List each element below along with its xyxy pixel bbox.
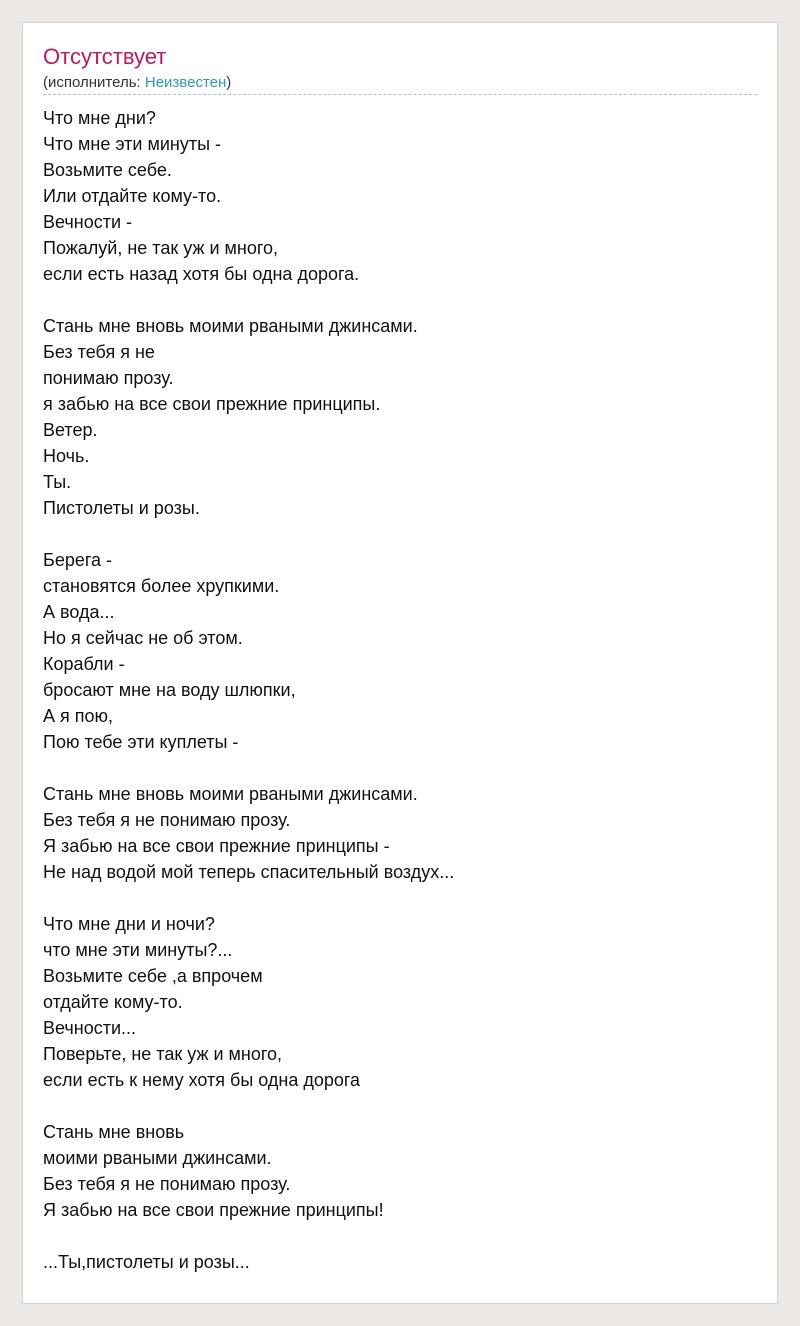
lyric-line: моими рваными джинсами. [43, 1148, 272, 1168]
lyric-line: Пою тебе эти куплеты - [43, 732, 239, 752]
lyric-line: Я забью на все свои прежние принципы - [43, 836, 390, 856]
lyric-line: Пожалуй, не так уж и много, [43, 238, 279, 258]
stanza-break [43, 1223, 454, 1249]
lyrics-card [22, 22, 778, 1304]
lyric-line: Но я сейчас не об этом. [43, 628, 243, 648]
stanza-break [43, 755, 454, 781]
lyric-line: отдайте кому-то. [43, 992, 183, 1012]
lyric-line: Без тебя я не понимаю прозу. [43, 810, 291, 830]
lyric-line: ...Ты,пистолеты и розы... [43, 1252, 250, 1272]
lyric-line: Или отдайте кому-то. [43, 186, 222, 206]
stanza-break [43, 885, 454, 911]
artist-line [43, 73, 231, 93]
stanza-break [43, 287, 454, 313]
lyric-line: А вода... [43, 602, 115, 622]
lyric-line: что мне эти минуты?... [43, 940, 233, 960]
stanza-break [43, 1093, 454, 1119]
lyric-line: Ночь. [43, 446, 90, 466]
lyric-line: Поверьте, не так уж и много, [43, 1044, 283, 1064]
lyrics-text [43, 105, 454, 1275]
lyric-line: Стань мне вновь моими рваными джинсами. [43, 316, 418, 336]
lyric-line: Ветер. [43, 420, 98, 440]
lyric-line: Что мне дни? [43, 108, 156, 128]
lyric-line: Стань мне вновь моими рваными джинсами. [43, 784, 418, 804]
song-title: Отсутствует [43, 44, 167, 69]
lyric-line: Вечности... [43, 1018, 137, 1038]
lyric-line: А я пою, [43, 706, 114, 726]
lyric-line: Корабли - [43, 654, 125, 674]
lyric-line: Что мне эти минуты - [43, 134, 222, 154]
artist-suffix: ) [226, 74, 232, 91]
lyric-line: понимаю прозу. [43, 368, 174, 388]
lyric-line: Берега - [43, 550, 113, 570]
lyric-line: Пистолеты и розы. [43, 498, 200, 518]
lyric-line: Возьмите себе ,а впрочем [43, 966, 263, 986]
lyric-line: если есть к нему хотя бы одна дорога [43, 1070, 361, 1090]
lyric-line: бросают мне на воду шлюпки, [43, 680, 296, 700]
stanza-break [43, 521, 454, 547]
lyric-line: Вечности - [43, 212, 133, 232]
lyric-line: Не над водой мой теперь спасительный воздух... [43, 862, 455, 882]
lyric-line: если есть назад хотя бы одна дорога. [43, 264, 360, 284]
lyric-line: Что мне дни и ночи? [43, 914, 215, 934]
lyric-line: Возьмите себе. [43, 160, 172, 180]
artist-link[interactable]: Неизвестен [144, 74, 227, 91]
lyric-line: Ты. [43, 472, 72, 492]
lyric-line: Без тебя я не [43, 342, 155, 362]
title-divider [43, 94, 757, 95]
artist-prefix: (исполнитель: [43, 74, 145, 91]
lyric-line: Стань мне вновь [43, 1122, 185, 1142]
lyric-line: становятся более хрупкими. [43, 576, 280, 596]
lyric-line: Без тебя я не понимаю прозу. [43, 1174, 291, 1194]
lyric-line: Я забью на все свои прежние принципы! [43, 1200, 384, 1220]
lyric-line: я забью на все свои прежние принципы. [43, 394, 381, 414]
